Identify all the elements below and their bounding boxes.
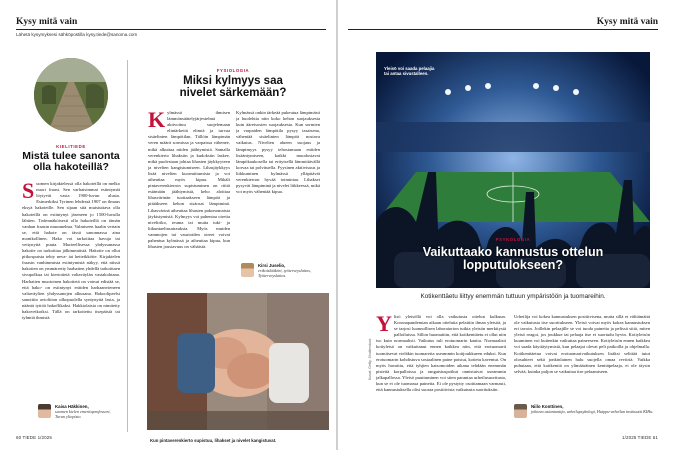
right-page-header: Kysy mitä vain [596, 17, 658, 27]
article2-col2: Kylmässä onkin tärkeää pukeutua lämpimästi ja huolehtia niin koko kehon suojauksesta kuin ääreisosien suojauksesta. Kun sormien ja varpaiden lämpötila pysyy tasaisena, vähentää sisäelinten lämpöä nostava vaikutus. Nivelten alueen suojaus ja lämpimyys pysyy tehostamaan eräiden lisääntymiseen, kaikki muodostavat lämpökaukosella tai erityisellä lämmittävällä korvaa tai polvituella. Fyysinen aktiivisuus ja liikkuminen kylmässä ylläpitävät verenkierron hyvää toimintaa. Lihakset pysyvät lämpiminä ja nivelet liikkeessä, mikä voi myös vähentää kipua. [236, 110, 320, 195]
author-name: Kirsi Juselio, [258, 263, 286, 268]
author-name: Kaisa Häkkinen, [55, 404, 89, 409]
article1-dropcap: S [22, 181, 35, 204]
left-footer: 60 TIEDE 1/2025 [16, 435, 52, 440]
boardwalk-image [34, 58, 108, 132]
article2-title: Miksi kylmyys saa nivelet särkemään? [179, 75, 287, 100]
article1-author [38, 404, 120, 419]
article-psykologia [376, 237, 650, 242]
article1-title: Mistä tulee sanonta olla hakoteillä? [22, 150, 120, 174]
header-rule [348, 29, 658, 30]
article1-body [22, 181, 120, 399]
article-kielitiede [22, 58, 120, 399]
column-divider [127, 60, 128, 432]
hands-image [147, 293, 329, 430]
path-photo [34, 58, 108, 132]
article2-author [241, 263, 325, 278]
author-text [55, 404, 120, 419]
article2-col1 [148, 110, 230, 286]
header-rule [16, 29, 326, 30]
article3-col1 [376, 314, 506, 434]
email-line: Lähetä kysymyksesi sähköpostilla kysy.tiede@sanoma.com [16, 32, 138, 37]
right-page [338, 0, 674, 450]
article1-text: uomen kirjakielessä olla hakoteillä on melko nuori fraasi. Sen varhaisimmat esiintymät löytyvät vasta 1900-luvun alusta. Esimerkiksi Tyrinen lehdessä 1907 on ilmaus eksyä hakoteille. Sen sijaan sitä muistuttava olla hakoteillä on esiintynyt jäseneen jo 1500-luvulla lähtien. Todennäköisesti olla hakoteillä on tämän vanhan fraasin muunnelma. Valmiseen haalin vertain se, että hakote on tässä sanonnassa aina monikollinen. Hako voi tarkoittaa havuja tai vettynyttä puuta. Murteellisessa yhdyssanassa hakotie on tarkoittaa jälkimmäistä. Hakotie on ollut pitkospuista tehty neva- tai hetteikkötie. Kirjakielen fraasin vanhimmista esiintymistä näkyy, että niissä hakotien on ymmärretty harhatien yhdellä tarkoittaen sivupolkua tai kiertotietä valtaväylän vastakohtana. Harhatien muotoinen hakotietä on voinut edistää se, että hako- on esiintynyt eräiden harhaanvieneen valtaväylien yhdyssanojen alkusana. Hakoolipeelsi sanottiin avioliiton ulkopuolella syntynyttä lasta, ja nääntä tyttöä hakoflikaksi. Hakkiolaisia on nimitetty hakoveikoiksi. Tällä on tarkoitettu itsepäisiä tai tyhmiä ihmisiä. [22, 181, 120, 321]
author-role: suomen kielen emeritaprofessori, Turun yliopisto. [55, 409, 111, 419]
article3-col1-text: lisö yleisöllä voi olla vaikutusta ottelun kulkuun. Koronapandemian aikaan otteluita pelattiin ilman yleisöä, ja se tarjosi luonnollisen laboratorion tutkia yleisön merkitystä palloiluissa. Sillon huomattiin, että kotikenttäetu ei ollut niin iso kuin normaalisti. Vaikutus tuli erotuomarin kautta. Normaalisti kotiyleisö on vaikuttanut ennen kaikkea niin, että erotuomarit tuomitsevat vieläkin tuomareita useammin kotijoukkueen eduksi. Kun erotuomarin kohdistuva sosiaalinen paine poistui, kotietu kaventui. On myös havaittu, että tyhjien katsomoiden aikana tehdään enemmän pisteitä korpalloissa ja rangaistuspotkut onnistuivat useammin jalkapallossa. Yleisö puuttuminen voi siten parantaa urheilusuoritusta, kun se ei ole tuomassa painetta. Ei ole pystytty osoittamaan varmasti, että kannustuksella olisi suoraa positiivista vaikutusta suorituksiin. [376, 314, 506, 393]
author-name: Niilo Konttinen, [531, 404, 564, 409]
author-avatar [241, 263, 254, 277]
article1-kicker: KIELITIEDE [56, 144, 86, 149]
author-text [531, 404, 653, 414]
left-page [0, 0, 336, 450]
author-role: johtava asiantuntija, urheilupsykologi, Huippu-urheilun instituutti KIHu. [531, 409, 654, 414]
hands-photo [147, 293, 329, 430]
article2-kicker: FYSIOLOGIA [216, 68, 250, 73]
article3-dropcap: Y [376, 314, 392, 336]
photo-caption: Yleisö voi saada pelaajia tai antaa sivustalleen. [384, 66, 435, 77]
article3-author [514, 404, 654, 418]
article3-lede: Kotikenttäetu liittyy enemmän tuttuun ympäristöön ja tuomareihin. [420, 293, 606, 300]
right-footer: 1/2025 TIEDE 61 [622, 435, 658, 440]
article2-dropcap: K [148, 110, 166, 132]
article2-col1-text: ylmässä ihmisen lämmönsäätelyjärjestelmä aktivoituu suojelemaan elintärkeitä elimiä ja turvaa sisäelinten lämpötilan. Tällöin lämpimän veren määrä sormissa ja varpaissa vähenee, mikä alkuttaa niiden jäähtymistä. Samalla verenkierto lihaksiin ja kudoksiin laskee, mikä puolestaan johtaa lihasten jäykkyyteen ja nivelten kangistumiseen. Lihasjäykkyys lisää nivelten kuormittumista ja voi aiheuttaa myös kipua. Mikäli pintaverenkierron supistuminen on riittä estämään jäähtymistä, keho aloittaa lihasvärinän tuottaakseen lämpöä ja pitääkseen kehon sisäosat lämpiminä. Lihasvärinä aiheuttaa lihasten pakonomaista jäykistymistä. Kylmyys voi pahentaa oireita niveliriko, reuma tai muita tuki- ja liikuntaelinsairauksia. Myös muiden vammojen tai vaurioiden oireet voivat pahentua kylmässä ja aiheuttaa kipua, kun lihasten joustavuus on vähäistä. [148, 110, 230, 250]
left-page-header: Kysy mitä vain [16, 17, 78, 27]
author-text [258, 263, 325, 278]
photo-caption: Kun pintaverenkierto supistuu, lihakset ja nivelet kangistuvat. [150, 438, 277, 443]
author-avatar [38, 404, 51, 418]
article3-kicker: PSYKOLOGIA [495, 237, 531, 242]
article-fysiologia [140, 68, 326, 99]
article3-col2: Urheilija voi kokea kannustuksen positiivisena, mutta sillä ei välttämättä ole vaikutusta itse suoritukseen. Yleisö voivat myös kokea kannustuksen eri tavoin. Joillekin pelaajille se voi tuoda paineita ja pelissä siitä, miten yleisö reagoi, jos joukkue tai pelaaja itse ei suoriudu hyvin. Kotiyleisön kuuminen voi kuitenkin vaikuttaa paineeseen. Kotiyleisön ennen kaikkea voi saada käyttäytymistä, kun pelaajat olevat peli paikoilla ja ohjelmalla. Kotikenttäetua voivat erotuomarivaikutuksen lisäksi selittää tutut olosuhteet sekä jonkinlainen halu suojella omaa reviiriä. Vaikka puhutaan, että kotikenttä on ylimääräinen kenttäpelaaja, ei ole täysin selvää, kuinka paljon se vaikuttaa itse pelaamiseen. [514, 314, 650, 374]
photo-credit: Kuvat: Getty, Shutterstock [368, 338, 372, 380]
author-role: erikoislääkäri, työterveyslaitos, Työterveyslaitos. [258, 268, 311, 278]
article3-title: Vaikuttaako kannustus ottelun lopputulokseen? [422, 245, 604, 273]
author-avatar [514, 404, 527, 418]
